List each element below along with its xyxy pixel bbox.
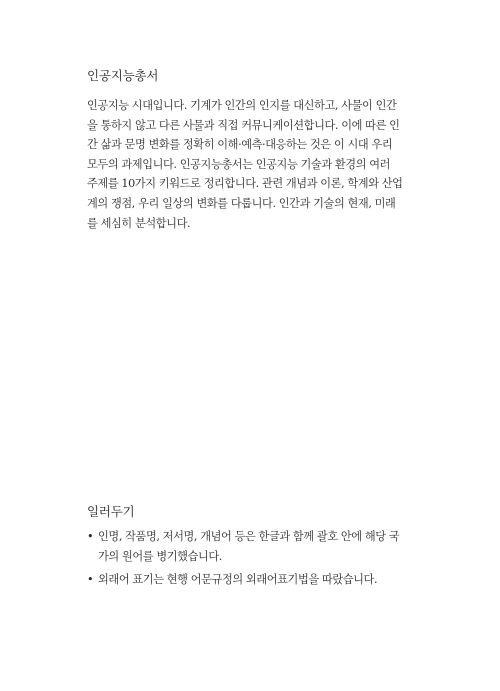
- intro-line: 계의 쟁점, 우리 일상의 변화를 다룹니다. 인간과 기술의 현재, 미래: [87, 196, 396, 210]
- note-item: [87, 527, 423, 566]
- notes-title: 일러두기: [87, 504, 135, 519]
- bullet-icon: •: [87, 573, 94, 587]
- notes-list: [87, 527, 423, 594]
- intro-line: 간 삶과 문명 변화를 정확히 이해·예측·대응하는 것은 이 시대 우리: [87, 138, 393, 152]
- note-line: 외래어 표기는 현행 어문규정의 외래어표기법을 따랐습니다.: [98, 573, 378, 587]
- note-line: 인명, 작품명, 저서명, 개념어 등은 한글과 함께 괄호 안에 해당 국: [98, 530, 400, 543]
- series-title: 인공지능총서: [87, 68, 159, 83]
- intro-line: 을 통하지 않고 다른 사물과 직접 커뮤니케이션합니다. 이에 따른 인: [87, 118, 400, 132]
- note-line: 가의 원어를 병기했습니다.: [98, 549, 222, 563]
- intro-line: 를 세심히 분석합니다.: [87, 216, 191, 230]
- intro-line: 인공지능 시대입니다. 기계가 인간의 인지를 대신하고, 사물이 인간: [87, 99, 397, 112]
- series-intro-paragraph: [87, 96, 423, 233]
- note-item: [87, 570, 423, 590]
- bullet-icon: •: [87, 530, 94, 543]
- intro-line: 모두의 과제입니다. 인공지능총서는 인공지능 기술과 환경의 여러: [87, 157, 391, 171]
- intro-line: 주제를 10가지 키워드로 정리합니다. 관련 개념과 이론, 학계와 산업: [87, 177, 403, 191]
